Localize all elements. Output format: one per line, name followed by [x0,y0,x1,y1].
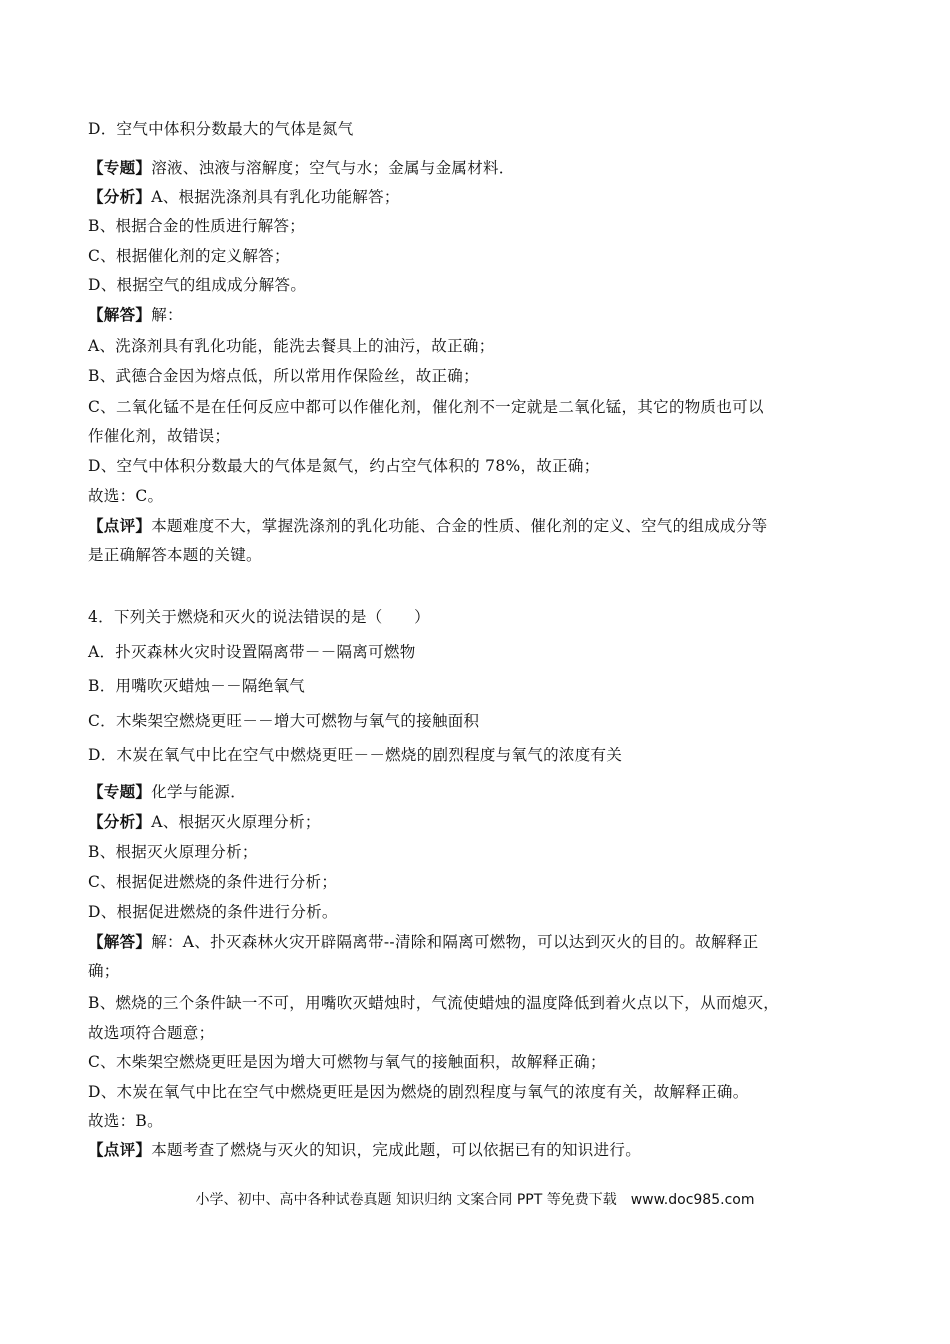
q4-option-c: C．木柴架空燃烧更旺－－增大可燃物与氧气的接触面积 [88,712,480,730]
q3-answer-line: 故选：C。 [88,487,164,505]
q3-analysis-line: C、根据催化剂的定义解答； [88,247,290,265]
q4-answer [88,932,888,952]
q4-topic [88,782,888,802]
q4-answer-tag: 【解答】 [88,932,152,951]
q3-analysis-line: D、根据空气的组成成分解答。 [88,276,307,294]
q4-analysis-line: D、根据促进燃烧的条件进行分析。 [88,903,338,921]
q4-answer-line: 故选项符合题意； [88,1024,215,1042]
q3-answer-line: B、武德合金因为熔点低，所以常用作保险丝，故正确； [88,367,479,385]
q3-comment-line: 是正确解答本题的关键。 [88,546,262,564]
q4-analysis-line: A、根据灭火原理分析； [151,813,321,831]
q4-topic-text: 化学与能源． [151,783,247,801]
q3-comment [88,516,888,536]
q3-topic [88,158,888,178]
q3-answer-tag: 【解答】 [88,305,152,324]
q3-answer [88,305,888,325]
q4-answer-line: B、燃烧的三个条件缺一不可，用嘴吹灭蜡烛时，气流使蜡烛的温度降低到着火点以下，从而熄灭， [88,994,780,1012]
q3-analysis-tag: 【分析】 [88,187,152,206]
q3-analysis-line: A、根据洗涤剂具有乳化功能解答； [151,188,400,206]
q3-topic-text: 溶液、浊液与溶解度；空气与水；金属与金属材料． [151,159,515,177]
q4-option-a: A．扑灭森林火灾时设置隔离带－－隔离可燃物 [88,643,416,661]
q3-answer-line: D、空气中体积分数最大的气体是氮气，约占空气体积的 78%，故正确； [88,457,600,475]
q3-topic-tag: 【专题】 [88,158,152,177]
q4-option-b: B．用嘴吹灭蜡烛－－隔绝氧气 [88,677,306,695]
q4-answer-line: 故选：B。 [88,1112,163,1130]
q4-analysis-line: C、根据促进燃烧的条件进行分析； [88,873,338,891]
page-footer: 小学、初中、高中各种试卷真题 知识归纳 文案合同 PPT 等免费下载 www.doc985.com [195,1192,755,1208]
q3-answer-line: 作催化剂，故错误； [88,427,231,445]
q3-analysis [88,187,888,207]
q4-analysis [88,812,888,832]
q4-answer-line: C、木柴架空燃烧更旺是因为增大可燃物与氧气的接触面积，故解释正确； [88,1053,606,1071]
q4-analysis-tag: 【分析】 [88,812,152,831]
q4-answer-line: D、木炭在氧气中比在空气中燃烧更旺是因为燃烧的剧烈程度与氧气的浓度有关，故解释正确。 [88,1083,749,1101]
q4-topic-tag: 【专题】 [88,782,152,801]
q4-answer-first-line: 解：A、扑灭森林火灾开辟隔离带--清除和隔离可燃物，可以达到灭火的目的。故解释正 [151,933,759,951]
q4-comment [88,1140,888,1160]
q4-comment-tag: 【点评】 [88,1140,152,1159]
q3-comment-line: 本题难度不大，掌握洗涤剂的乳化功能、合金的性质、催化剂的定义、空气的组成成分等 [151,517,768,535]
q4-question: 4．下列关于燃烧和灭火的说法错误的是（ ） [88,608,430,626]
q4-option-d: D．木炭在氧气中比在空气中燃烧更旺－－燃烧的剧烈程度与氧气的浓度有关 [88,746,623,764]
q3-answer-line: C、二氧化锰不是在任何反应中都可以作催化剂，催化剂不一定就是二氧化锰，其它的物质也可以 [88,398,764,416]
q3-analysis-line: B、根据合金的性质进行解答； [88,217,306,235]
q4-comment-text: 本题考查了燃烧与灭火的知识，完成此题，可以依据已有的知识进行。 [151,1141,642,1159]
q3-option-d: D．空气中体积分数最大的气体是氮气 [88,120,354,138]
q3-answer-line: A、洗涤剂具有乳化功能，能洗去餐具上的油污，故正确； [88,337,495,355]
q4-analysis-line: B、根据灭火原理分析； [88,843,258,861]
q3-answer-intro: 解： [151,306,183,324]
q4-answer-line: 确； [88,962,120,980]
q3-comment-tag: 【点评】 [88,516,152,535]
